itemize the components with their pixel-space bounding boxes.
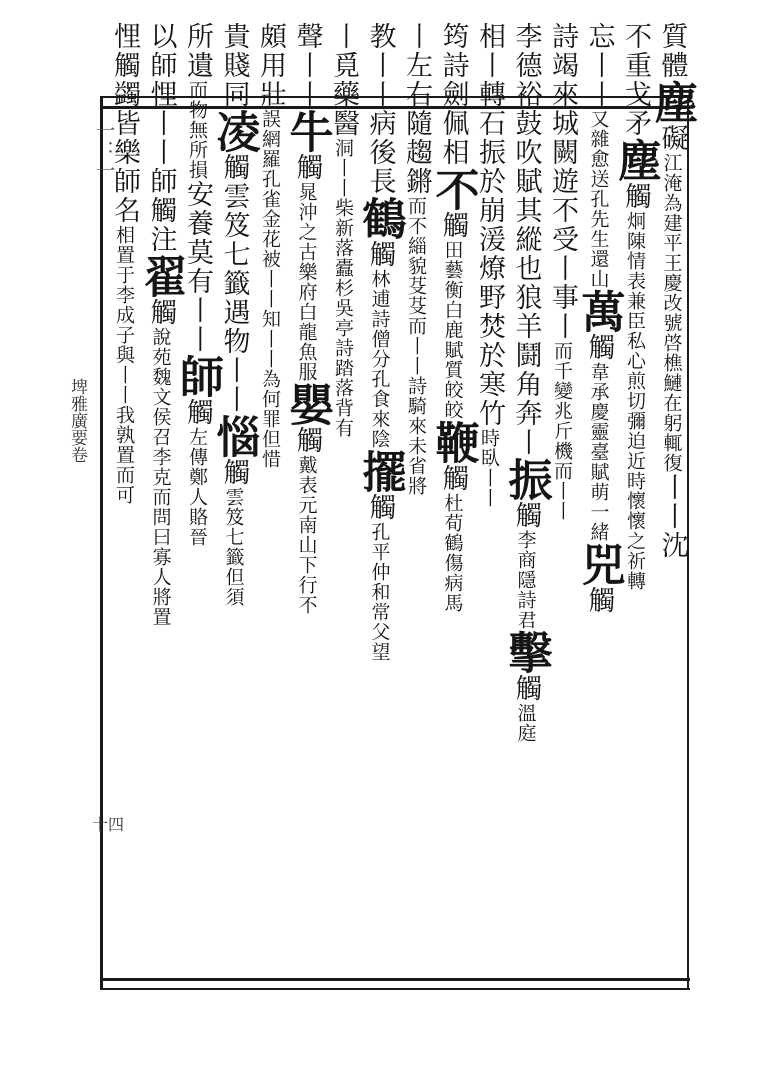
annotation-text: 炯陳情表兼臣私心煎切彌迫近時懷懷之祈轉 xyxy=(624,211,646,591)
headword-char: 塵 xyxy=(610,138,661,182)
annotation-text: 而不緇貌芟芟而丨丨 xyxy=(405,196,427,376)
annotation-text: 又雜愈送孔先生還山 xyxy=(587,109,610,289)
headword-char: 鶴 xyxy=(354,196,406,240)
headword-char: 兕 xyxy=(573,542,625,586)
body-text: 忘丨丨 xyxy=(583,22,615,109)
body-text: 所遺 xyxy=(182,22,213,80)
annotation-text: 林逋詩僧分孔食來陰 xyxy=(368,269,391,449)
body-text: 筠詩劍佩相 xyxy=(437,22,469,167)
body-text: 觸 xyxy=(364,240,396,269)
headword-char: 萬 xyxy=(573,289,625,333)
annotation-text: 江淹為建平王慶改號啓樵鰱在躬輒復 xyxy=(660,153,683,473)
body-text: 觸 xyxy=(583,333,615,362)
headword-char: 擺 xyxy=(354,449,406,493)
body-text: 觸 xyxy=(364,493,396,522)
edge-fragment: 一：一 xyxy=(92,120,116,180)
annotation-text: 洞丨丨柴新落蠹杉 xyxy=(332,138,354,298)
annotation-text: 雲笈七籤但須 xyxy=(222,487,245,607)
body-text: 觸 xyxy=(620,182,651,211)
headword-char: 擊 xyxy=(500,630,552,674)
body-text: 詩竭來城闕遊不受丨事丨 xyxy=(547,22,578,341)
body-text: 聲丨丨 xyxy=(291,22,323,109)
headword-char: 不 xyxy=(427,167,479,211)
annotation-text: 而物無所損 xyxy=(186,80,208,180)
body-text: 觸 xyxy=(583,586,615,615)
body-text: 礙 xyxy=(656,124,688,153)
body-text: 李德裕鼓吹賦其縱也狼羊鬪角奔丨 xyxy=(510,22,542,457)
annotation-text: 韋承慶靈臺賦萌一緒 xyxy=(587,362,610,542)
body-text: 頗用壯 xyxy=(255,22,286,109)
annotation-text: 時臥丨丨 xyxy=(478,428,500,508)
annotation-text: 田藝衡白鹿賦質皎皎 xyxy=(441,240,464,420)
body-text: 觸 xyxy=(437,211,469,240)
annotation-text: 相置于李成子與丨丨我孰置而可 xyxy=(113,225,135,505)
body-text: 貴賤同 xyxy=(218,22,250,109)
body-text: 觸 xyxy=(291,426,323,455)
body-text: 觸 xyxy=(510,501,542,530)
body-text: 丨丨沈 xyxy=(656,473,688,560)
headword-char: 惱 xyxy=(208,414,260,458)
annotation-text: 誤網羅孔雀金花被丨丨 xyxy=(259,109,281,309)
annotation-text: 杜荀鶴傷病馬 xyxy=(441,493,464,613)
headword-char: 嬰 xyxy=(281,382,333,426)
headword-char: 師 xyxy=(172,354,223,398)
headword-char: 凌 xyxy=(208,109,260,153)
annotation-text: 而千變兆斤機而丨丨 xyxy=(551,341,573,521)
body-text: 以師悝丨丨師觸注 xyxy=(145,22,177,254)
body-text: 觸 xyxy=(218,153,250,182)
bottom-border-rule-inner xyxy=(100,978,690,981)
headword-char: 塵 xyxy=(646,80,698,124)
body-text: 相丨轉石振於崩湲燎野焚於寒竹 xyxy=(474,22,505,428)
annotation-text: 晁沖之古樂府白龍魚服 xyxy=(295,182,318,382)
body-text: 觸 xyxy=(145,298,177,327)
bottom-border-rule xyxy=(100,988,690,990)
body-text: 安養莫有丨丨 xyxy=(182,180,213,354)
annotation-text: 吳亭詩踏落背有 xyxy=(332,298,354,438)
body-text: 質體 xyxy=(656,22,688,80)
body-text: 雲笈七籤遇物丨丨 xyxy=(218,182,250,414)
headword-char: 牛 xyxy=(281,109,333,153)
annotation-text: 溫庭 xyxy=(514,703,537,743)
annotation-text: 李商隱詩君 xyxy=(514,530,537,630)
annotation-text: 孔平仲和常父望 xyxy=(368,522,391,662)
body-text: 丨覓藥醫 xyxy=(328,22,359,138)
headword-char: 鞭 xyxy=(427,420,479,464)
body-text: 教丨丨病後長 xyxy=(364,22,396,196)
annotation-text: 戴表元南山下行不 xyxy=(295,455,318,615)
annotation-text: 說苑魏文侯召李克而問曰寡人將置 xyxy=(149,327,172,627)
annotation-text: 左傳鄭人賂晉 xyxy=(186,427,208,547)
body-text: 悝觸蠲皆樂師名 xyxy=(109,22,140,225)
page-number: 十四 xyxy=(92,815,125,834)
headword-char: 振 xyxy=(500,457,552,501)
body-text: 觸 xyxy=(510,674,542,703)
headword-char: 翟 xyxy=(135,254,187,298)
text-column xyxy=(102,22,146,880)
body-text: 觸 xyxy=(437,464,469,493)
side-margin-label: 埤雅廣要卷 xyxy=(67,378,87,463)
body-text: 觸 xyxy=(291,153,323,182)
body-text: 丨左右隨趨鏘 xyxy=(401,22,432,196)
annotation-text: 詩騎來未省將 xyxy=(405,376,427,496)
body-text: 觸 xyxy=(182,398,213,427)
annotation-text: 知丨丨為何罪但惜 xyxy=(259,309,281,469)
body-text: 觸 xyxy=(218,458,250,487)
body-text: 不重戈矛 xyxy=(620,22,651,138)
